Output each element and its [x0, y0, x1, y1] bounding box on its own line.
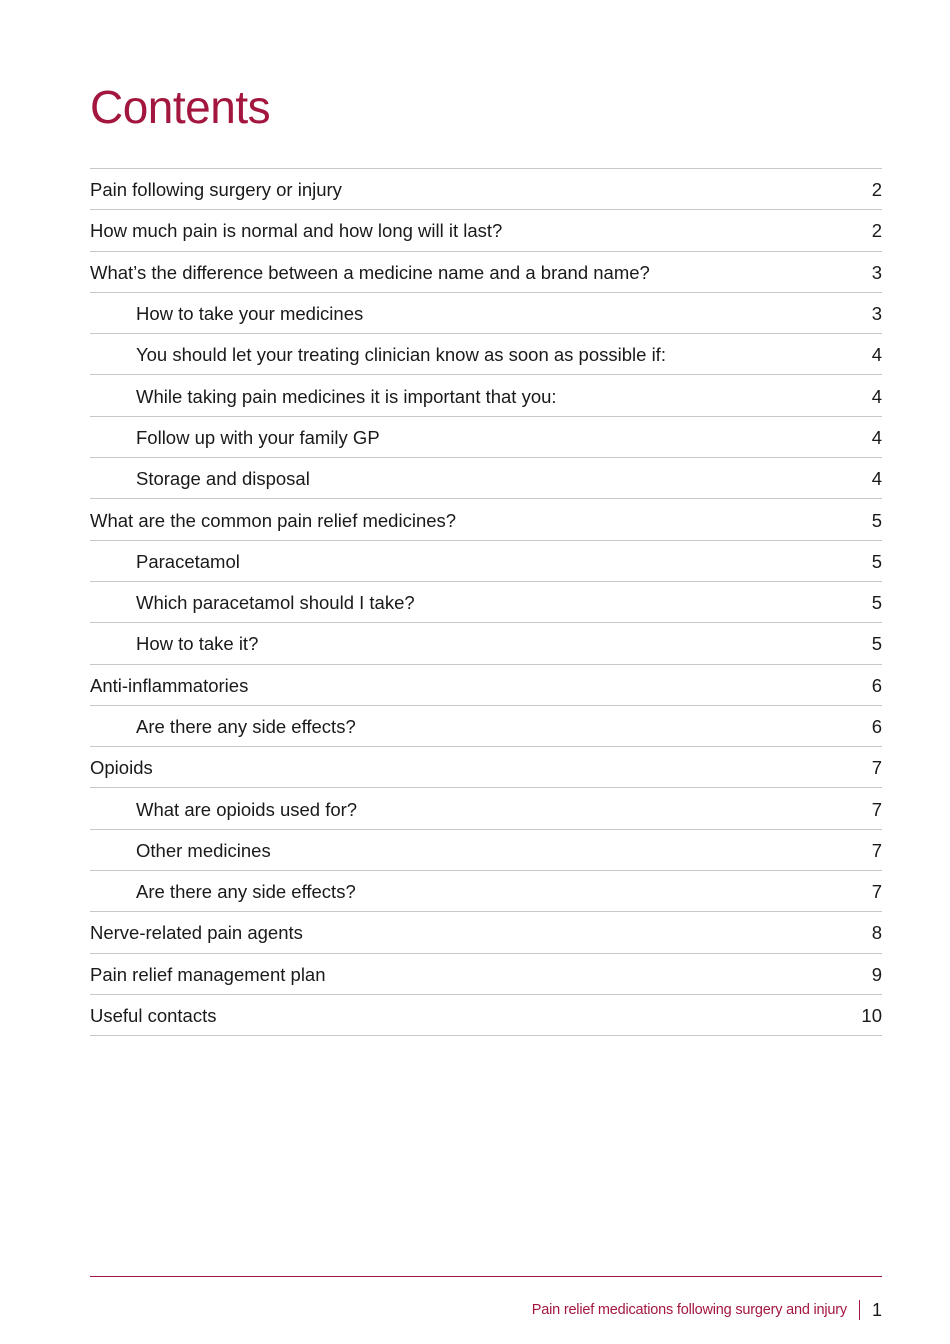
toc-entry-title: What are the common pain relief medicines?	[90, 509, 457, 531]
toc-entry-page: 10	[861, 1005, 882, 1027]
toc-entry-page: 4	[871, 385, 882, 407]
toc-entry-title: Opioids	[90, 757, 153, 779]
toc-entry-title: Useful contacts	[90, 1005, 217, 1027]
footer-separator	[859, 1300, 860, 1320]
toc-entry[interactable]	[90, 788, 882, 829]
toc-entry-page: 7	[871, 798, 882, 820]
toc-entry[interactable]	[90, 252, 882, 293]
toc-entry-title: Other medicines	[136, 839, 271, 861]
toc-entry[interactable]	[90, 706, 882, 747]
toc-entry-page: 2	[871, 220, 882, 242]
toc-entry-page: 5	[871, 592, 882, 614]
toc-entry[interactable]	[90, 912, 882, 953]
toc-entry[interactable]	[90, 417, 882, 458]
toc-entry-title: You should let your treating clinician know as soon as possible if:	[136, 344, 666, 366]
page-footer	[532, 1296, 882, 1324]
toc-entry[interactable]	[90, 458, 882, 499]
toc-entry-page: 7	[871, 881, 882, 903]
toc-entry-title: Are there any side effects?	[136, 881, 356, 903]
toc-entry-page: 5	[871, 509, 882, 531]
page-title: Contents	[90, 81, 271, 133]
toc-entry[interactable]	[90, 582, 882, 623]
toc-entry-title: Pain following surgery or injury	[90, 179, 342, 201]
toc-entry[interactable]	[90, 210, 882, 251]
toc-entry-page: 4	[871, 468, 882, 490]
toc-entry[interactable]	[90, 954, 882, 995]
toc-entry[interactable]	[90, 665, 882, 706]
toc-entry[interactable]	[90, 623, 882, 664]
toc-entry-title: How much pain is normal and how long will it last?	[90, 220, 503, 242]
toc-entry-title: Nerve-related pain agents	[90, 922, 303, 944]
toc-entry-page: 9	[871, 963, 882, 985]
toc-entry-page: 3	[871, 261, 882, 283]
toc-entry-page: 7	[871, 839, 882, 861]
toc-entry-title: What’s the difference between a medicine name and a brand name?	[90, 261, 650, 283]
toc-entry-page: 6	[871, 674, 882, 696]
toc-entry[interactable]	[90, 995, 882, 1036]
toc-entry[interactable]	[90, 747, 882, 788]
toc-entry[interactable]	[90, 293, 882, 334]
toc-entry-page: 6	[871, 716, 882, 737]
toc-entry[interactable]	[90, 375, 882, 416]
toc-entry-page: 4	[871, 344, 882, 366]
toc-entry-title: Follow up with your family GP	[136, 426, 380, 448]
toc-entry-page: 2	[871, 179, 882, 201]
toc-entry-page: 5	[871, 550, 882, 572]
footer-document-title: Pain relief medications following surgery and injury	[531, 1302, 847, 1318]
toc-entry-page: 4	[871, 426, 882, 448]
toc-entry[interactable]	[90, 499, 882, 540]
toc-entry-page: 8	[871, 922, 882, 944]
toc-entry-title: What are opioids used for?	[136, 798, 358, 820]
footer-page-number: 1	[871, 1299, 882, 1320]
toc-entry-title: Storage and disposal	[136, 468, 310, 490]
toc-entry[interactable]	[90, 871, 882, 912]
table-of-contents	[90, 168, 882, 1036]
toc-entry-title: Which paracetamol should I take?	[136, 592, 415, 614]
toc-entry-title: Anti-inflammatories	[90, 674, 249, 696]
toc-entry-page: 7	[871, 757, 882, 779]
toc-entry-title: How to take it?	[136, 633, 259, 655]
toc-entry[interactable]	[90, 830, 882, 871]
toc-entry[interactable]	[90, 334, 882, 375]
toc-entry-title: While taking pain medicines it is important that you:	[136, 385, 557, 407]
toc-entry[interactable]	[90, 541, 882, 582]
toc-entry-title: Are there any side effects?	[136, 716, 356, 737]
toc-entry-title: Pain relief management plan	[90, 963, 326, 985]
toc-entry-page: 5	[871, 633, 882, 655]
toc-entry[interactable]	[90, 169, 882, 210]
toc-entry-page: 3	[871, 303, 882, 325]
toc-entry-title: How to take your medicines	[136, 303, 364, 325]
toc-entry-title: Paracetamol	[136, 550, 240, 572]
footer-divider	[90, 1276, 882, 1277]
